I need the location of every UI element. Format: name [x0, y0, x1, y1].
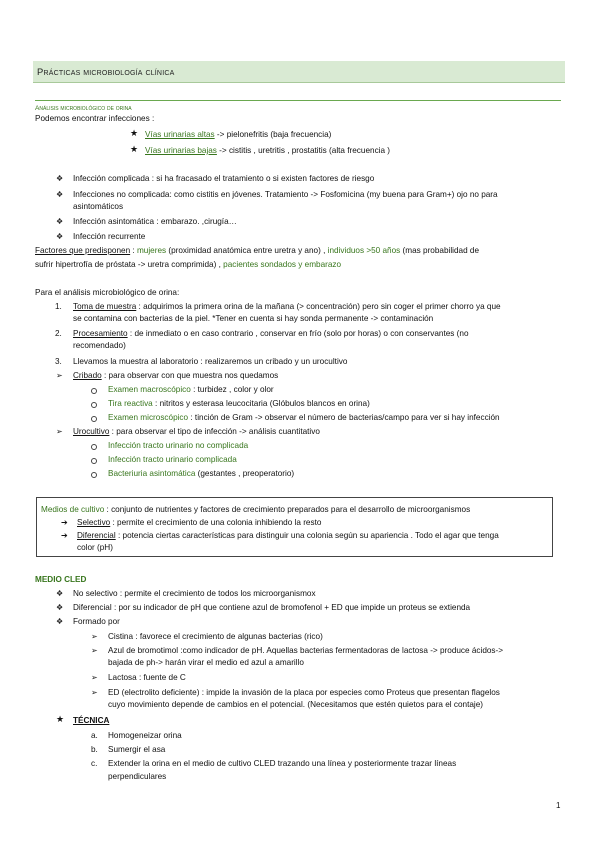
analysis-intro: Para el análisis microbiológico de orina: [35, 288, 180, 297]
diamond-bullet-icon: ❖ [56, 217, 64, 226]
urocultivo-item: Infección tracto urinario complicada [108, 455, 237, 464]
infection-item: Infección recurrente [73, 232, 146, 241]
predisposing-factors: Factores que predisponen : mujeres (proximidad anatómica entre uretra y ano) , individuos >50 años (mas probabilidad de [35, 246, 480, 255]
analysis-step: Toma de muestra : adquirimos la primera orina de la mañana (> concentración) pero sin coger el primer chorro ya que [73, 302, 501, 311]
cled-component: Azul de bromotimol :como indicador de pH. Aquellas bacterias fermentadoras de lactosa -> produce ácidos-> [108, 646, 504, 655]
infection-item-cont: asintomáticos [73, 202, 124, 211]
diamond-bullet-icon: ❖ [56, 232, 64, 241]
culture-media-line: Medios de cultivo : conjunto de nutrientes y factores de crecimiento preparados para el desarrollo de microorganismos [41, 505, 471, 514]
circle-bullet-icon [91, 458, 97, 464]
predisposing-factors-cont: sufrir hipertrofía de próstata -> uretra comprimida) , pacientes sondados y embarazo [35, 260, 342, 269]
technique-step: Homogeneizar orina [108, 731, 182, 740]
technique-step-cont: perpendiculares [108, 772, 167, 781]
star-bullet-icon: ★ [130, 128, 139, 138]
cled-item: Formado por [73, 617, 120, 626]
star-item-upper: Vías urinarias altas -> pielonefritis (baja frecuencia) [145, 130, 332, 139]
cribado-line: Cribado : para observar con que muestra nos quedamos [73, 371, 279, 380]
culture-media-item: Selectivo : permite el crecimiento de una colonia inhibiendo la resto [77, 518, 322, 527]
arrowhead-bullet-icon: ➢ [56, 427, 63, 436]
diamond-bullet-icon: ❖ [56, 174, 64, 183]
cled-component: Lactosa : fuente de C [108, 673, 186, 682]
analysis-step-cont: recomendado) [73, 341, 126, 350]
cribado-item: Tira reactiva : nitritos y esterasa leucocitaria (Glóbulos blancos en orina) [108, 399, 370, 408]
diamond-bullet-icon: ❖ [56, 603, 64, 612]
step-number: 3. [55, 357, 62, 366]
circle-bullet-icon [91, 416, 97, 422]
intro-line: Podemos encontrar infecciones : [35, 114, 155, 123]
cribado-item: Examen microscópico : tinción de Gram -> observar el número de bacterias/campo para ver si hay infección [108, 413, 500, 422]
circle-bullet-icon [91, 444, 97, 450]
circle-bullet-icon [91, 402, 97, 408]
arrowhead-bullet-icon: ➢ [91, 646, 98, 655]
document-title-bar [33, 61, 565, 83]
star-item-lower: Vías urinarias bajas -> cistitis , uretritis , prostatitis (alta frecuencia ) [145, 146, 391, 155]
arrowhead-bullet-icon: ➢ [91, 688, 98, 697]
cled-item: No selectivo : permite el crecimiento de todos los microorganismox [73, 589, 316, 598]
page-number: 1 [556, 801, 561, 810]
technique-heading: TÉCNICA [73, 716, 110, 725]
cled-item: Diferencial : por su indicador de pH que contiene azul de bromofenol + ED que impide un proteus se extienda [73, 603, 471, 612]
step-letter: a. [91, 731, 98, 740]
cled-component: Cistina : favorece el crecimiento de algunas bacterias (rico) [108, 632, 323, 641]
section-heading: Análisis microbiológico de orina [35, 100, 561, 114]
urocultivo-item: Bacteriuria asintomática (gestantes , preoperatorio) [108, 469, 295, 478]
diamond-bullet-icon: ❖ [56, 589, 64, 598]
infection-item: Infección asintomática : embarazo. ,cirugía… [73, 217, 237, 226]
arrowhead-bullet-icon: ➢ [56, 371, 63, 380]
technique-step: Sumergir el asa [108, 745, 166, 754]
urocultivo-line: Urocultivo : para observar el tipo de infección -> análisis cuantitativo [73, 427, 320, 436]
step-number: 1. [55, 302, 62, 311]
document-title: Prácticas microbiología clínica [37, 66, 175, 77]
step-number: 2. [55, 329, 62, 338]
urocultivo-item: Infección tracto urinario no complicada [108, 441, 249, 450]
circle-bullet-icon [91, 472, 97, 478]
analysis-step: Procesamiento : de inmediato o en caso contrario , conservar en frío (solo por horas) o con conservantes (no [73, 329, 469, 338]
diamond-bullet-icon: ❖ [56, 190, 64, 199]
cled-component-cont: bajada de ph-> harán virar el medio ed azul a amarillo [108, 658, 304, 667]
culture-media-item-cont: color (pH) [77, 543, 113, 552]
technique-step: Extender la orina en el medio de cultivo CLED trazando una línea y posteriormente trazar líneas [108, 759, 457, 768]
step-letter: b. [91, 745, 98, 754]
culture-media-item: Diferencial : potencia ciertas características para distinguir una colonia según su apariencia . Todo el agar que tenga [77, 531, 499, 540]
arrow-right-icon: ➔ [61, 531, 68, 540]
infection-item: Infección complicada : si ha fracasado el tratamiento o si existen factores de riesgo [73, 174, 375, 183]
cled-component-cont: cuyo movimiento depende de cambios en el potencial. (Necesitamos que estén quietos para el contaje) [108, 700, 484, 709]
diamond-bullet-icon: ❖ [56, 617, 64, 626]
infection-item: Infecciones no complicada: como cistitis en jóvenes. Tratamiento -> Fosfomicina (my buena para Gram+) ojo no para [73, 190, 498, 199]
star-bullet-icon: ★ [130, 144, 139, 154]
analysis-step-cont: se contamina con bacterias de la piel. *Tener en cuenta si hay sonda permanente -> contaminación [73, 314, 434, 323]
analysis-step: Llevamos la muestra al laboratorio : realizaremos un cribado y un urocultivo [73, 357, 348, 366]
cled-component: ED (electrolito deficiente) : impide la invasión de la placa por especies como Proteus que presentan flagelos [108, 688, 500, 697]
circle-bullet-icon [91, 388, 97, 394]
arrowhead-bullet-icon: ➢ [91, 673, 98, 682]
cribado-item: Examen macroscópico : turbidez , color y olor [108, 385, 274, 394]
step-letter: c. [91, 759, 98, 768]
arrowhead-bullet-icon: ➢ [91, 632, 98, 641]
cled-heading: MEDIO CLED [35, 575, 87, 584]
arrow-right-icon: ➔ [61, 518, 68, 527]
star-bullet-icon: ★ [56, 714, 65, 724]
